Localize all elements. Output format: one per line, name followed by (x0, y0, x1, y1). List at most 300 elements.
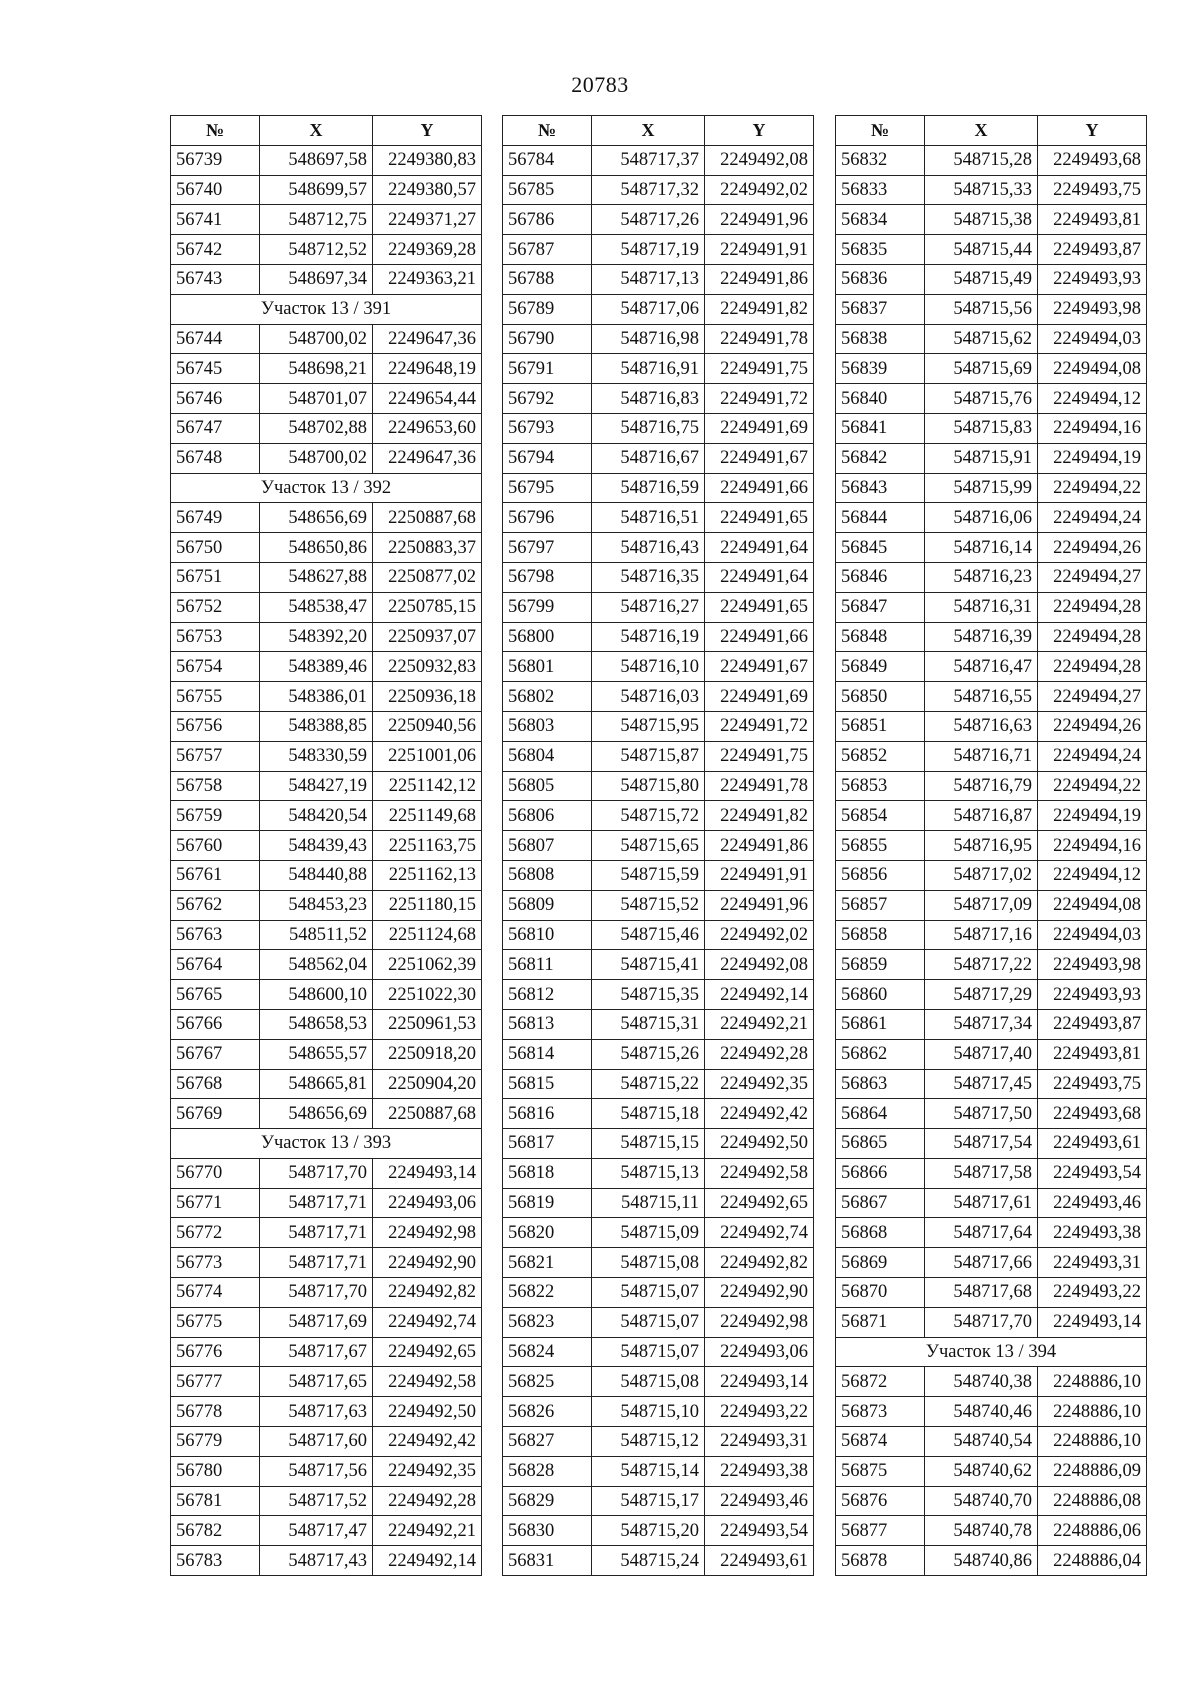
point-number-cell: 56781 (171, 1486, 260, 1516)
point-number-cell: 56871 (836, 1307, 925, 1337)
x-coordinate-cell: 548717,29 (925, 980, 1038, 1010)
table-row (503, 1039, 814, 1069)
x-coordinate-cell: 548717,66 (925, 1248, 1038, 1278)
point-number-cell: 56853 (836, 771, 925, 801)
y-coordinate-cell: 2250904,20 (373, 1069, 482, 1099)
table-row (503, 652, 814, 682)
y-coordinate-cell: 2249493,22 (1038, 1278, 1147, 1308)
table-row (836, 1427, 1147, 1457)
point-number-cell: 56801 (503, 652, 592, 682)
y-coordinate-cell: 2249492,14 (373, 1546, 482, 1576)
point-number-cell: 56777 (171, 1367, 260, 1397)
x-coordinate-cell: 548656,69 (260, 503, 373, 533)
point-number-cell: 56860 (836, 980, 925, 1010)
y-coordinate-cell: 2250940,56 (373, 711, 482, 741)
x-coordinate-cell: 548656,69 (260, 1099, 373, 1129)
point-number-cell: 56758 (171, 771, 260, 801)
x-coordinate-cell: 548716,55 (925, 682, 1038, 712)
x-coordinate-cell: 548715,33 (925, 175, 1038, 205)
table-row (836, 324, 1147, 354)
table-row (171, 1009, 482, 1039)
y-coordinate-cell: 2249494,19 (1038, 801, 1147, 831)
table-row (171, 1248, 482, 1278)
table-row (836, 890, 1147, 920)
x-coordinate-cell: 548386,01 (260, 682, 373, 712)
table-row (503, 384, 814, 414)
y-coordinate-cell: 2249492,21 (705, 1009, 814, 1039)
table-row (503, 711, 814, 741)
point-number-cell: 56763 (171, 920, 260, 950)
point-number-cell: 56782 (171, 1516, 260, 1546)
point-number-cell: 56823 (503, 1307, 592, 1337)
point-number-cell: 56757 (171, 741, 260, 771)
point-number-cell: 56822 (503, 1278, 592, 1308)
y-coordinate-cell: 2249493,98 (1038, 950, 1147, 980)
table-row (503, 1486, 814, 1516)
x-coordinate-cell: 548717,63 (260, 1397, 373, 1427)
section-row (171, 1129, 482, 1159)
table-row (503, 1367, 814, 1397)
x-coordinate-cell: 548717,40 (925, 1039, 1038, 1069)
x-coordinate-cell: 548701,07 (260, 384, 373, 414)
y-coordinate-cell: 2249491,86 (705, 264, 814, 294)
y-coordinate-cell: 2249492,35 (705, 1069, 814, 1099)
y-coordinate-cell: 2249492,28 (705, 1039, 814, 1069)
table-row (503, 1099, 814, 1129)
point-number-cell: 56769 (171, 1099, 260, 1129)
y-coordinate-cell: 2249491,91 (705, 235, 814, 265)
table-row (503, 592, 814, 622)
table-row (171, 205, 482, 235)
y-coordinate-cell: 2249494,03 (1038, 324, 1147, 354)
table-row (171, 1307, 482, 1337)
x-coordinate-cell: 548715,28 (925, 145, 1038, 175)
x-coordinate-cell: 548715,14 (592, 1456, 705, 1486)
x-coordinate-cell: 548655,57 (260, 1039, 373, 1069)
point-number-cell: 56772 (171, 1218, 260, 1248)
y-coordinate-cell: 2250877,02 (373, 562, 482, 592)
y-coordinate-cell: 2249493,98 (1038, 294, 1147, 324)
table-row (171, 443, 482, 473)
x-coordinate-cell: 548717,47 (260, 1516, 373, 1546)
point-number-cell: 56778 (171, 1397, 260, 1427)
y-coordinate-cell: 2249493,87 (1038, 235, 1147, 265)
point-number-cell: 56779 (171, 1427, 260, 1457)
y-coordinate-cell: 2250918,20 (373, 1039, 482, 1069)
table-row (171, 1278, 482, 1308)
x-coordinate-cell: 548420,54 (260, 801, 373, 831)
x-coordinate-cell: 548717,71 (260, 1188, 373, 1218)
section-label: Участок 13 / 391 (171, 294, 482, 324)
table-row (171, 1486, 482, 1516)
y-coordinate-cell: 2249492,14 (705, 980, 814, 1010)
table-row (836, 801, 1147, 831)
point-number-cell: 56827 (503, 1427, 592, 1457)
point-number-cell: 56767 (171, 1039, 260, 1069)
table-row (503, 741, 814, 771)
x-coordinate-cell: 548511,52 (260, 920, 373, 950)
x-coordinate-cell: 548715,44 (925, 235, 1038, 265)
table-row (836, 711, 1147, 741)
point-number-cell: 56790 (503, 324, 592, 354)
table-row (503, 682, 814, 712)
header-number: № (503, 116, 592, 146)
x-coordinate-cell: 548440,88 (260, 860, 373, 890)
section-label: Участок 13 / 393 (171, 1129, 482, 1159)
x-coordinate-cell: 548715,20 (592, 1516, 705, 1546)
point-number-cell: 56804 (503, 741, 592, 771)
y-coordinate-cell: 2249494,08 (1038, 354, 1147, 384)
table-row (503, 1158, 814, 1188)
x-coordinate-cell: 548715,07 (592, 1307, 705, 1337)
point-number-cell: 56776 (171, 1337, 260, 1367)
y-coordinate-cell: 2249491,78 (705, 771, 814, 801)
header-row (171, 116, 482, 146)
y-coordinate-cell: 2249494,27 (1038, 562, 1147, 592)
y-coordinate-cell: 2248886,06 (1038, 1516, 1147, 1546)
x-coordinate-cell: 548717,37 (592, 145, 705, 175)
table-row (836, 384, 1147, 414)
x-coordinate-cell: 548740,46 (925, 1397, 1038, 1427)
point-number-cell: 56771 (171, 1188, 260, 1218)
coordinates-table-2 (502, 115, 814, 1576)
table-row (171, 860, 482, 890)
x-coordinate-cell: 548715,72 (592, 801, 705, 831)
x-coordinate-cell: 548716,83 (592, 384, 705, 414)
y-coordinate-cell: 2249491,66 (705, 473, 814, 503)
table-row (171, 801, 482, 831)
y-coordinate-cell: 2249494,24 (1038, 741, 1147, 771)
y-coordinate-cell: 2251162,13 (373, 860, 482, 890)
y-coordinate-cell: 2249493,38 (705, 1456, 814, 1486)
y-coordinate-cell: 2249654,44 (373, 384, 482, 414)
y-coordinate-cell: 2249493,93 (1038, 264, 1147, 294)
x-coordinate-cell: 548716,95 (925, 831, 1038, 861)
table-row (171, 1546, 482, 1576)
x-coordinate-cell: 548697,34 (260, 264, 373, 294)
y-coordinate-cell: 2250883,37 (373, 533, 482, 563)
x-coordinate-cell: 548716,14 (925, 533, 1038, 563)
point-number-cell: 56813 (503, 1009, 592, 1039)
table-row (171, 175, 482, 205)
point-number-cell: 56760 (171, 831, 260, 861)
point-number-cell: 56873 (836, 1397, 925, 1427)
table-row (171, 1218, 482, 1248)
x-coordinate-cell: 548717,58 (925, 1158, 1038, 1188)
x-coordinate-cell: 548389,46 (260, 652, 373, 682)
header-x: X (925, 116, 1038, 146)
point-number-cell: 56867 (836, 1188, 925, 1218)
y-coordinate-cell: 2248886,04 (1038, 1546, 1147, 1576)
y-coordinate-cell: 2250932,83 (373, 652, 482, 682)
point-number-cell: 56850 (836, 682, 925, 712)
point-number-cell: 56740 (171, 175, 260, 205)
header-number: № (836, 116, 925, 146)
x-coordinate-cell: 548439,43 (260, 831, 373, 861)
point-number-cell: 56830 (503, 1516, 592, 1546)
point-number-cell: 56863 (836, 1069, 925, 1099)
point-number-cell: 56819 (503, 1188, 592, 1218)
y-coordinate-cell: 2251022,30 (373, 980, 482, 1010)
x-coordinate-cell: 548712,75 (260, 205, 373, 235)
y-coordinate-cell: 2249494,16 (1038, 413, 1147, 443)
point-number-cell: 56820 (503, 1218, 592, 1248)
point-number-cell: 56789 (503, 294, 592, 324)
table-row (836, 145, 1147, 175)
y-coordinate-cell: 2249491,67 (705, 443, 814, 473)
point-number-cell: 56768 (171, 1069, 260, 1099)
y-coordinate-cell: 2249491,96 (705, 205, 814, 235)
y-coordinate-cell: 2249492,90 (705, 1278, 814, 1308)
y-coordinate-cell: 2249493,61 (705, 1546, 814, 1576)
table-row (171, 771, 482, 801)
table-row (836, 622, 1147, 652)
y-coordinate-cell: 2249492,50 (705, 1129, 814, 1159)
y-coordinate-cell: 2249494,27 (1038, 682, 1147, 712)
point-number-cell: 56800 (503, 622, 592, 652)
point-number-cell: 56807 (503, 831, 592, 861)
x-coordinate-cell: 548717,13 (592, 264, 705, 294)
y-coordinate-cell: 2249494,03 (1038, 920, 1147, 950)
table-row (503, 1307, 814, 1337)
table-row (836, 1129, 1147, 1159)
header-y: Y (1038, 116, 1147, 146)
table-row (836, 264, 1147, 294)
x-coordinate-cell: 548715,87 (592, 741, 705, 771)
header-row (836, 116, 1147, 146)
x-coordinate-cell: 548717,70 (925, 1307, 1038, 1337)
table-row (503, 1129, 814, 1159)
y-coordinate-cell: 2249492,21 (373, 1516, 482, 1546)
section-row (171, 473, 482, 503)
header-y: Y (705, 116, 814, 146)
x-coordinate-cell: 548715,62 (925, 324, 1038, 354)
y-coordinate-cell: 2249653,60 (373, 413, 482, 443)
x-coordinate-cell: 548740,62 (925, 1456, 1038, 1486)
table-row (836, 592, 1147, 622)
x-coordinate-cell: 548716,59 (592, 473, 705, 503)
table-row (503, 1397, 814, 1427)
table-row (503, 324, 814, 354)
x-coordinate-cell: 548717,45 (925, 1069, 1038, 1099)
point-number-cell: 56872 (836, 1367, 925, 1397)
point-number-cell: 56869 (836, 1248, 925, 1278)
x-coordinate-cell: 548717,60 (260, 1427, 373, 1457)
table-row (503, 503, 814, 533)
y-coordinate-cell: 2248886,10 (1038, 1367, 1147, 1397)
point-number-cell: 56774 (171, 1278, 260, 1308)
y-coordinate-cell: 2249491,75 (705, 354, 814, 384)
table-row (836, 771, 1147, 801)
section-label: Участок 13 / 392 (171, 473, 482, 503)
x-coordinate-cell: 548715,41 (592, 950, 705, 980)
point-number-cell: 56742 (171, 235, 260, 265)
x-coordinate-cell: 548716,71 (925, 741, 1038, 771)
y-coordinate-cell: 2249494,08 (1038, 890, 1147, 920)
table-row (171, 1069, 482, 1099)
point-number-cell: 56846 (836, 562, 925, 592)
table-row (503, 473, 814, 503)
y-coordinate-cell: 2249493,14 (373, 1158, 482, 1188)
table-row (171, 533, 482, 563)
y-coordinate-cell: 2248886,10 (1038, 1427, 1147, 1457)
y-coordinate-cell: 2249491,64 (705, 533, 814, 563)
y-coordinate-cell: 2249492,98 (705, 1307, 814, 1337)
table-row (503, 235, 814, 265)
x-coordinate-cell: 548716,43 (592, 533, 705, 563)
table-row (171, 145, 482, 175)
point-number-cell: 56765 (171, 980, 260, 1010)
point-number-cell: 56818 (503, 1158, 592, 1188)
point-number-cell: 56770 (171, 1158, 260, 1188)
table-row (836, 205, 1147, 235)
point-number-cell: 56858 (836, 920, 925, 950)
point-number-cell: 56745 (171, 354, 260, 384)
table-row (503, 890, 814, 920)
point-number-cell: 56859 (836, 950, 925, 980)
table-row (171, 1456, 482, 1486)
table-row (836, 473, 1147, 503)
point-number-cell: 56739 (171, 145, 260, 175)
point-number-cell: 56835 (836, 235, 925, 265)
point-number-cell: 56847 (836, 592, 925, 622)
x-coordinate-cell: 548699,57 (260, 175, 373, 205)
point-number-cell: 56756 (171, 711, 260, 741)
y-coordinate-cell: 2248886,10 (1038, 1397, 1147, 1427)
y-coordinate-cell: 2249492,50 (373, 1397, 482, 1427)
point-number-cell: 56839 (836, 354, 925, 384)
y-coordinate-cell: 2249647,36 (373, 443, 482, 473)
table-row (503, 1456, 814, 1486)
table-row (171, 354, 482, 384)
x-coordinate-cell: 548715,09 (592, 1218, 705, 1248)
table-row (836, 682, 1147, 712)
x-coordinate-cell: 548715,18 (592, 1099, 705, 1129)
y-coordinate-cell: 2249492,90 (373, 1248, 482, 1278)
x-coordinate-cell: 548716,35 (592, 562, 705, 592)
point-number-cell: 56792 (503, 384, 592, 414)
x-coordinate-cell: 548700,02 (260, 324, 373, 354)
y-coordinate-cell: 2249493,87 (1038, 1009, 1147, 1039)
y-coordinate-cell: 2249492,08 (705, 145, 814, 175)
table-row (171, 890, 482, 920)
y-coordinate-cell: 2250785,15 (373, 592, 482, 622)
point-number-cell: 56832 (836, 145, 925, 175)
y-coordinate-cell: 2249493,68 (1038, 1099, 1147, 1129)
point-number-cell: 56812 (503, 980, 592, 1010)
y-coordinate-cell: 2249493,06 (705, 1337, 814, 1367)
x-coordinate-cell: 548715,07 (592, 1337, 705, 1367)
y-coordinate-cell: 2249492,08 (705, 950, 814, 980)
table-row (171, 1516, 482, 1546)
y-coordinate-cell: 2249492,98 (373, 1218, 482, 1248)
x-coordinate-cell: 548717,34 (925, 1009, 1038, 1039)
point-number-cell: 56755 (171, 682, 260, 712)
section-label: Участок 13 / 394 (836, 1337, 1147, 1367)
y-coordinate-cell: 2249380,83 (373, 145, 482, 175)
x-coordinate-cell: 548650,86 (260, 533, 373, 563)
y-coordinate-cell: 2249491,91 (705, 860, 814, 890)
x-coordinate-cell: 548717,16 (925, 920, 1038, 950)
x-coordinate-cell: 548717,09 (925, 890, 1038, 920)
point-number-cell: 56849 (836, 652, 925, 682)
table-row (836, 1367, 1147, 1397)
y-coordinate-cell: 2249492,65 (373, 1337, 482, 1367)
y-coordinate-cell: 2249492,82 (373, 1278, 482, 1308)
x-coordinate-cell: 548717,43 (260, 1546, 373, 1576)
y-coordinate-cell: 2249491,66 (705, 622, 814, 652)
x-coordinate-cell: 548716,31 (925, 592, 1038, 622)
x-coordinate-cell: 548715,52 (592, 890, 705, 920)
y-coordinate-cell: 2249493,75 (1038, 1069, 1147, 1099)
x-coordinate-cell: 548715,15 (592, 1129, 705, 1159)
x-coordinate-cell: 548715,08 (592, 1248, 705, 1278)
header-x: X (260, 116, 373, 146)
point-number-cell: 56785 (503, 175, 592, 205)
table-row (836, 443, 1147, 473)
y-coordinate-cell: 2250936,18 (373, 682, 482, 712)
table-row (171, 324, 482, 354)
point-number-cell: 56744 (171, 324, 260, 354)
point-number-cell: 56815 (503, 1069, 592, 1099)
y-coordinate-cell: 2250887,68 (373, 503, 482, 533)
point-number-cell: 56796 (503, 503, 592, 533)
point-number-cell: 56809 (503, 890, 592, 920)
point-number-cell: 56787 (503, 235, 592, 265)
x-coordinate-cell: 548717,67 (260, 1337, 373, 1367)
table-row (836, 1278, 1147, 1308)
x-coordinate-cell: 548715,17 (592, 1486, 705, 1516)
point-number-cell: 56808 (503, 860, 592, 890)
x-coordinate-cell: 548716,98 (592, 324, 705, 354)
x-coordinate-cell: 548740,70 (925, 1486, 1038, 1516)
x-coordinate-cell: 548717,32 (592, 175, 705, 205)
table-row (503, 980, 814, 1010)
x-coordinate-cell: 548715,10 (592, 1397, 705, 1427)
y-coordinate-cell: 2249491,64 (705, 562, 814, 592)
x-coordinate-cell: 548665,81 (260, 1069, 373, 1099)
y-coordinate-cell: 2251180,15 (373, 890, 482, 920)
y-coordinate-cell: 2249494,24 (1038, 503, 1147, 533)
x-coordinate-cell: 548717,54 (925, 1129, 1038, 1159)
y-coordinate-cell: 2249493,93 (1038, 980, 1147, 1010)
point-number-cell: 56852 (836, 741, 925, 771)
x-coordinate-cell: 548715,38 (925, 205, 1038, 235)
coordinates-table-3 (835, 115, 1147, 1576)
table-row (171, 562, 482, 592)
x-coordinate-cell: 548740,54 (925, 1427, 1038, 1457)
table-row (171, 384, 482, 414)
x-coordinate-cell: 548715,59 (592, 860, 705, 890)
x-coordinate-cell: 548715,12 (592, 1427, 705, 1457)
point-number-cell: 56854 (836, 801, 925, 831)
header-y: Y (373, 116, 482, 146)
table-row (171, 592, 482, 622)
y-coordinate-cell: 2249491,78 (705, 324, 814, 354)
point-number-cell: 56857 (836, 890, 925, 920)
x-coordinate-cell: 548716,51 (592, 503, 705, 533)
point-number-cell: 56794 (503, 443, 592, 473)
x-coordinate-cell: 548717,50 (925, 1099, 1038, 1129)
point-number-cell: 56791 (503, 354, 592, 384)
x-coordinate-cell: 548715,99 (925, 473, 1038, 503)
page-number: 20783 (571, 72, 629, 97)
y-coordinate-cell: 2251062,39 (373, 950, 482, 980)
point-number-cell: 56750 (171, 533, 260, 563)
x-coordinate-cell: 548330,59 (260, 741, 373, 771)
x-coordinate-cell: 548717,68 (925, 1278, 1038, 1308)
x-coordinate-cell: 548600,10 (260, 980, 373, 1010)
